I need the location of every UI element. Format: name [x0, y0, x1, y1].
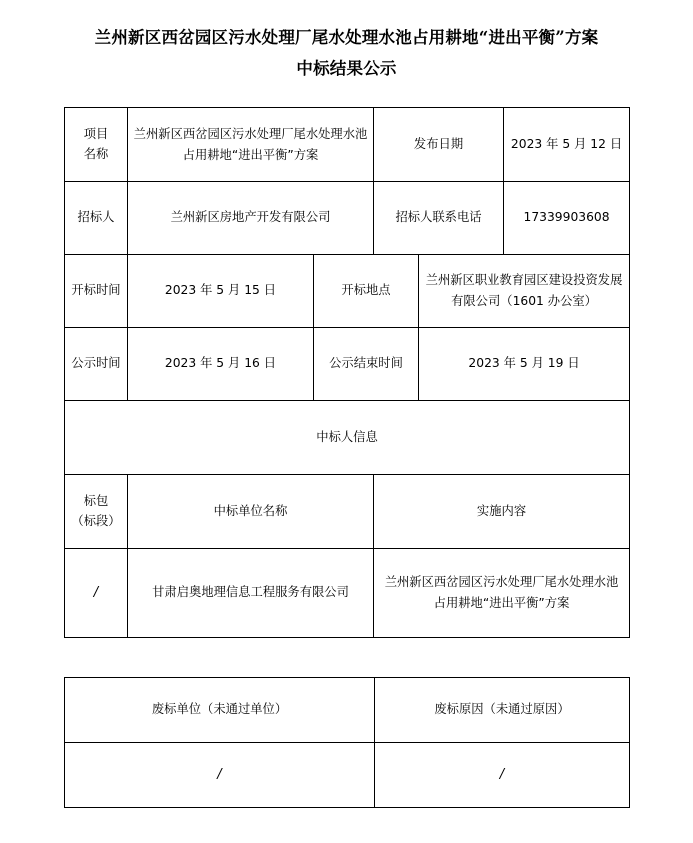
bid-open-time-value: 2023 年 5 月 15 日	[128, 255, 314, 328]
reject-unit-value: /	[65, 743, 375, 808]
bid-open-time-label: 开标时间	[65, 255, 128, 328]
table-row	[65, 108, 630, 182]
lot-header-line-2: （标段）	[71, 513, 121, 528]
lot-header	[65, 475, 128, 549]
publish-date-label: 发布日期	[374, 108, 504, 182]
winner-section-title: 中标人信息	[65, 401, 630, 475]
tenderee-label: 招标人	[65, 182, 128, 255]
bid-result-table	[64, 107, 630, 638]
table-row	[65, 328, 630, 401]
publicity-time-label: 公示时间	[65, 328, 128, 401]
project-name-label-line-1: 项目	[83, 127, 109, 142]
table-row	[65, 678, 630, 743]
scope-header: 实施内容	[374, 475, 630, 549]
page-title-line-2: 中标结果公示	[296, 59, 397, 78]
winner-name-value: 甘肃启奥地理信息工程服务有限公司	[128, 549, 374, 638]
page-title	[46, 22, 647, 84]
reject-reason-header: 废标原因（未通过原因）	[375, 678, 630, 743]
lot-header-line-1: 标包	[83, 494, 109, 509]
project-name-label	[65, 108, 128, 182]
reject-unit-header: 废标单位（未通过单位）	[65, 678, 375, 743]
bid-open-place-label: 开标地点	[314, 255, 419, 328]
reject-reason-value: /	[375, 743, 630, 808]
page-title-line-1: 兰州新区西岔园区污水处理厂尾水处理水池占用耕地“进出平衡”方案	[94, 28, 599, 47]
table-row	[65, 401, 630, 475]
project-name-label-line-2: 名称	[83, 146, 109, 161]
table-row	[65, 255, 630, 328]
tenderee-phone-label: 招标人联系电话	[374, 182, 504, 255]
rejected-bid-table	[64, 677, 630, 808]
tenderee-value: 兰州新区房地产开发有限公司	[128, 182, 374, 255]
publicity-time-value: 2023 年 5 月 16 日	[128, 328, 314, 401]
publicity-end-label: 公示结束时间	[314, 328, 419, 401]
table-row	[65, 182, 630, 255]
publicity-end-value: 2023 年 5 月 19 日	[419, 328, 630, 401]
project-name-value: 兰州新区西岔园区污水处理厂尾水处理水池占用耕地“进出平衡”方案	[128, 108, 374, 182]
tenderee-phone-value: 17339903608	[504, 182, 630, 255]
winner-name-header: 中标单位名称	[128, 475, 374, 549]
lot-value: /	[65, 549, 128, 638]
table-row	[65, 743, 630, 808]
table-row	[65, 475, 630, 549]
bid-open-place-value: 兰州新区职业教育园区建设投资发展有限公司（1601 办公室）	[419, 255, 630, 328]
publish-date-value: 2023 年 5 月 12 日	[504, 108, 630, 182]
table-row	[65, 549, 630, 638]
scope-value: 兰州新区西岔园区污水处理厂尾水处理水池占用耕地“进出平衡”方案	[374, 549, 630, 638]
